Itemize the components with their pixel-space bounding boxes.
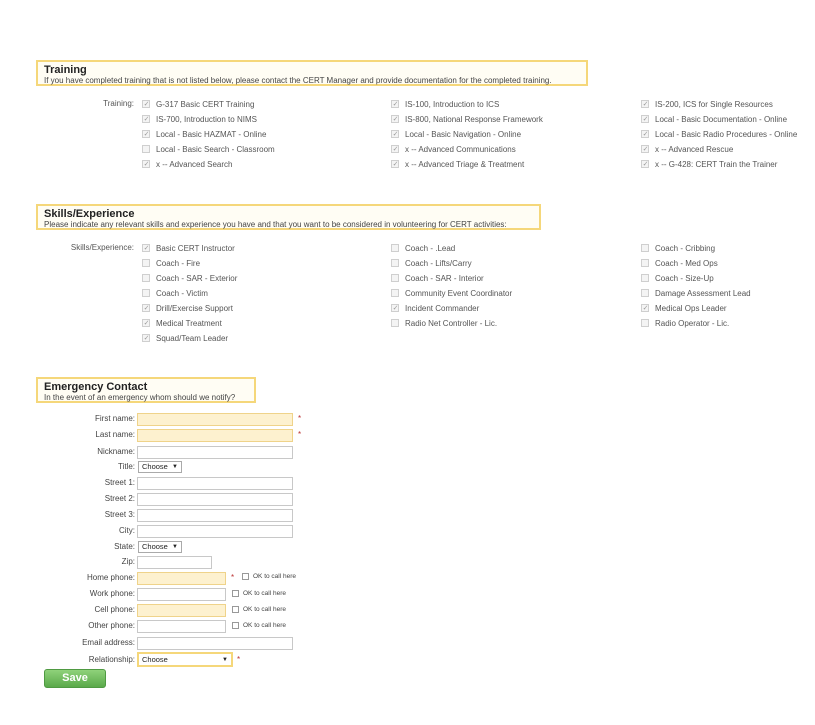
training-description: If you have completed training that is not listed below, please contact the CERT Manager and provide documentation for the completed training.	[44, 76, 552, 85]
email-input[interactable]	[137, 637, 293, 650]
training-option[interactable]	[641, 113, 787, 125]
chevron-down-icon: ▼	[172, 464, 178, 470]
cell-phone-ok-checkbox[interactable]	[232, 606, 239, 613]
skills-option-label: Community Event Coordinator	[405, 288, 513, 298]
skills-option[interactable]	[142, 272, 237, 284]
work-phone-ok-to-call[interactable]	[232, 590, 286, 597]
skills-checkbox[interactable]	[391, 319, 399, 327]
relationship-select[interactable]	[137, 652, 233, 667]
skills-checkbox[interactable]	[391, 244, 399, 252]
training-option-label: IS-800, National Response Framework	[405, 114, 543, 124]
skills-checkbox[interactable]	[641, 289, 649, 297]
training-option-label: x -- Advanced Communications	[405, 144, 516, 154]
training-option[interactable]	[391, 143, 516, 155]
title-label: Title:	[117, 462, 135, 471]
training-checkbox[interactable]	[391, 100, 399, 108]
skills-option[interactable]	[142, 317, 222, 329]
home-phone-ok-checkbox[interactable]	[242, 573, 249, 580]
cell-phone-ok-to-call[interactable]	[232, 606, 286, 613]
emergency-description: In the event of an emergency whom should we notify?	[44, 393, 236, 402]
training-checkbox[interactable]	[641, 130, 649, 138]
training-checkbox[interactable]	[641, 160, 649, 168]
skills-option[interactable]	[641, 257, 718, 269]
skills-option[interactable]	[142, 332, 228, 344]
first-name-input[interactable]	[137, 413, 293, 426]
skills-checkbox[interactable]	[142, 259, 150, 267]
skills-checkbox[interactable]	[142, 244, 150, 252]
skills-option[interactable]	[641, 272, 714, 284]
street2-label: Street 2:	[104, 494, 135, 503]
street3-input[interactable]	[137, 509, 293, 522]
training-option[interactable]	[142, 143, 275, 155]
training-option[interactable]	[142, 158, 232, 170]
training-option[interactable]	[142, 113, 257, 125]
home-phone-input[interactable]	[137, 572, 226, 585]
training-option-label: IS-100, Introduction to ICS	[405, 99, 500, 109]
skills-option[interactable]	[391, 302, 479, 314]
training-option[interactable]	[391, 98, 499, 110]
training-option-label: Local - Basic HAZMAT - Online	[156, 129, 267, 139]
training-option-label: x -- Advanced Rescue	[655, 144, 734, 154]
state-select[interactable]	[138, 541, 182, 553]
skills-checkbox[interactable]	[142, 274, 150, 282]
skills-option[interactable]	[391, 257, 472, 269]
street2-input[interactable]	[137, 493, 293, 506]
title-select[interactable]	[138, 461, 182, 473]
work-phone-ok-checkbox[interactable]	[232, 590, 239, 597]
skills-option-label: Coach - Fire	[156, 258, 201, 268]
other-phone-input[interactable]	[137, 620, 226, 633]
cell-phone-label: Cell phone:	[94, 605, 135, 614]
last-name-label: Last name:	[95, 430, 135, 439]
emergency-title: Emergency Contact	[44, 381, 148, 393]
relationship-select-value: Choose	[142, 654, 168, 664]
training-option[interactable]	[391, 128, 521, 140]
training-checkbox[interactable]	[391, 145, 399, 153]
skills-option[interactable]	[641, 317, 729, 329]
other-phone-label: Other phone:	[88, 621, 135, 630]
skills-checkbox[interactable]	[142, 319, 150, 327]
skills-option[interactable]	[641, 242, 715, 254]
skills-option-label: Coach - Size-Up	[655, 273, 714, 283]
relationship-required-mark: *	[237, 655, 241, 664]
title-select-value: Choose	[142, 462, 168, 471]
home-phone-ok-label: OK to call here	[253, 573, 296, 580]
skills-option-label: Medical Treatment	[156, 318, 222, 328]
work-phone-ok-label: OK to call here	[243, 590, 286, 597]
training-option-label: x -- Advanced Triage & Treatment	[405, 159, 525, 169]
training-option[interactable]	[641, 158, 777, 170]
training-option-label: Local - Basic Documentation - Online	[655, 114, 788, 124]
training-checkbox[interactable]	[641, 145, 649, 153]
skills-option[interactable]	[142, 242, 235, 254]
home-phone-ok-to-call[interactable]	[242, 573, 296, 580]
skills-checkbox[interactable]	[391, 289, 399, 297]
training-checkbox[interactable]	[142, 160, 150, 168]
training-option-label: x -- Advanced Search	[156, 159, 233, 169]
skills-checkbox[interactable]	[641, 259, 649, 267]
skills-option-label: Basic CERT Instructor	[156, 243, 235, 253]
training-option[interactable]	[142, 128, 266, 140]
chevron-down-icon: ▼	[172, 544, 178, 550]
training-option-label: G-317 Basic CERT Training	[156, 99, 255, 109]
home-phone-label: Home phone:	[86, 573, 135, 582]
training-checkbox[interactable]	[641, 100, 649, 108]
street3-label: Street 3:	[104, 510, 135, 519]
skills-option-label: Coach - SAR - Interior	[405, 273, 484, 283]
other-phone-ok-checkbox[interactable]	[232, 622, 239, 629]
skills-checkbox[interactable]	[641, 244, 649, 252]
skills-option[interactable]	[142, 287, 208, 299]
skills-checkbox[interactable]	[641, 304, 649, 312]
city-input[interactable]	[137, 525, 293, 538]
last-name-required-mark: *	[298, 430, 302, 439]
training-option-label: IS-700, Introduction to NIMS	[156, 114, 257, 124]
street1-label: Street 1:	[104, 478, 135, 487]
skills-checkbox[interactable]	[391, 274, 399, 282]
training-option[interactable]	[641, 143, 733, 155]
skills-option-label: Radio Net Controller - Lic.	[405, 318, 498, 328]
skills-section-header	[36, 204, 541, 230]
training-checkbox[interactable]	[142, 130, 150, 138]
city-label: City:	[119, 526, 135, 535]
skills-checkbox[interactable]	[391, 259, 399, 267]
cell-phone-input[interactable]	[137, 604, 226, 617]
training-option-label: IS-200, ICS for Single Resources	[655, 99, 773, 109]
training-option[interactable]	[391, 113, 543, 125]
skills-checkbox[interactable]	[641, 319, 649, 327]
state-label: State:	[114, 542, 135, 551]
training-title: Training	[44, 64, 87, 76]
skills-checkbox[interactable]	[142, 334, 150, 342]
home-phone-required-mark: *	[231, 573, 235, 582]
nickname-input[interactable]	[137, 446, 293, 459]
street1-input[interactable]	[137, 477, 293, 490]
training-group-label: Training:	[103, 99, 134, 108]
work-phone-input[interactable]	[137, 588, 226, 601]
skills-checkbox[interactable]	[142, 304, 150, 312]
skills-description: Please indicate any relevant skills and experience you have and that you want to be considered in volunteering for CERT activities:	[44, 220, 507, 229]
cell-phone-ok-label: OK to call here	[243, 606, 286, 613]
skills-option-label: Drill/Exercise Support	[156, 303, 233, 313]
relationship-label: Relationship:	[88, 655, 135, 664]
training-option-label: Local - Basic Navigation - Online	[405, 129, 522, 139]
skills-option[interactable]	[391, 272, 484, 284]
training-checkbox[interactable]	[391, 115, 399, 123]
nickname-label: Nickname:	[97, 447, 135, 456]
skills-checkbox[interactable]	[641, 274, 649, 282]
skills-option[interactable]	[142, 257, 200, 269]
skills-option-label: Coach - Med Ops	[655, 258, 718, 268]
zip-label: Zip:	[121, 557, 135, 566]
email-label: Email address:	[82, 638, 135, 647]
skills-option-label: Coach - Cribbing	[655, 243, 716, 253]
skills-option-label: Radio Operator - Lic.	[655, 318, 730, 328]
skills-option-label: Coach - SAR - Exterior	[156, 273, 238, 283]
first-name-label: First name:	[94, 414, 135, 423]
training-checkbox[interactable]	[142, 115, 150, 123]
training-option[interactable]	[391, 158, 524, 170]
training-checkbox[interactable]	[391, 160, 399, 168]
skills-option-label: Coach - Lifts/Carry	[405, 258, 472, 268]
training-option-label: Local - Basic Search - Classroom	[156, 144, 275, 154]
training-section-header	[36, 60, 588, 86]
skills-group-label: Skills/Experience:	[70, 243, 134, 252]
skills-option[interactable]	[142, 302, 233, 314]
skills-title: Skills/Experience	[44, 208, 135, 220]
training-checkbox[interactable]	[142, 145, 150, 153]
chevron-down-icon: ▼	[222, 656, 228, 663]
skills-option[interactable]	[391, 287, 512, 299]
skills-checkbox[interactable]	[142, 289, 150, 297]
training-checkbox[interactable]	[142, 100, 150, 108]
training-option[interactable]	[641, 98, 773, 110]
emergency-section-header	[36, 377, 256, 403]
training-checkbox[interactable]	[641, 115, 649, 123]
training-option[interactable]	[142, 98, 254, 110]
skills-option-label: Coach - .Lead	[405, 243, 456, 253]
state-select-value: Choose	[142, 542, 168, 551]
training-option-label: Local - Basic Radio Procedures - Online	[655, 129, 798, 139]
training-option[interactable]	[641, 128, 797, 140]
skills-option[interactable]	[391, 317, 497, 329]
skills-checkbox[interactable]	[391, 304, 399, 312]
zip-input[interactable]	[137, 556, 212, 569]
last-name-input[interactable]	[137, 429, 293, 442]
skills-option-label: Incident Commander	[405, 303, 480, 313]
work-phone-label: Work phone:	[89, 589, 135, 598]
skills-option-label: Coach - Victim	[156, 288, 208, 298]
skills-option-label: Damage Assessment Lead	[655, 288, 751, 298]
training-option-label: x -- G-428: CERT Train the Trainer	[655, 159, 778, 169]
skills-option[interactable]	[641, 302, 727, 314]
skills-option[interactable]	[641, 287, 751, 299]
skills-option[interactable]	[391, 242, 455, 254]
save-button[interactable]: Save	[44, 669, 106, 688]
skills-option-label: Medical Ops Leader	[655, 303, 727, 313]
skills-option-label: Squad/Team Leader	[156, 333, 229, 343]
other-phone-ok-label: OK to call here	[243, 622, 286, 629]
training-checkbox[interactable]	[391, 130, 399, 138]
other-phone-ok-to-call[interactable]	[232, 622, 286, 629]
first-name-required-mark: *	[298, 414, 302, 423]
